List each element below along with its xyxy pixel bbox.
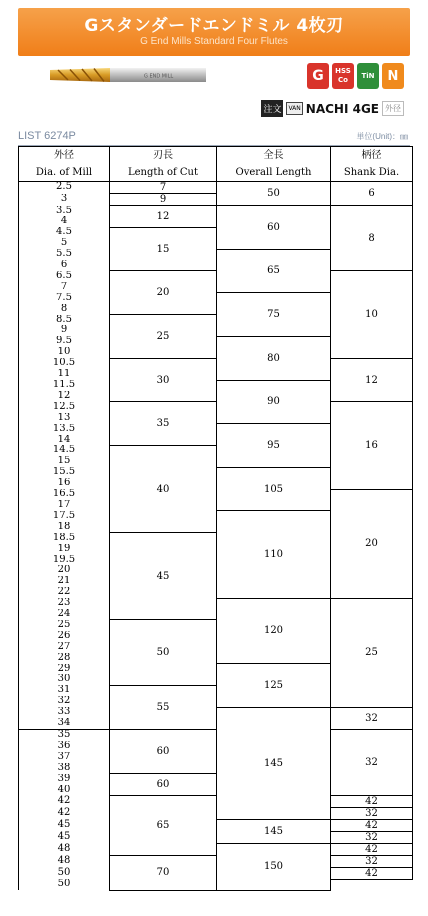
- dia-cell: 18: [19, 522, 110, 533]
- dia-cell: 6.5: [19, 271, 110, 282]
- header-dia-jp: 外径: [54, 150, 74, 161]
- header-length-of-cut: [110, 147, 217, 182]
- tool-engraving: G END MILL: [144, 73, 174, 80]
- dia-cell: 4.5: [19, 227, 110, 238]
- ol-cell: 125: [217, 664, 331, 708]
- loc-cell: 45: [110, 533, 217, 620]
- header-loc-en: Length of Cut: [127, 167, 199, 178]
- dia-cell: 37: [19, 752, 110, 763]
- sd-cell: 32: [331, 707, 413, 729]
- spec-table: [18, 146, 413, 891]
- ol-cell: 120: [217, 598, 331, 663]
- sd-cell: 32: [331, 831, 413, 843]
- dia-cell: 39: [19, 774, 110, 785]
- loc-cell: 9: [110, 194, 217, 206]
- dia-cell: 30: [19, 674, 110, 685]
- badge-hss-co-icon: HSS Co: [332, 63, 354, 89]
- dia-cell: 50: [19, 867, 110, 879]
- badge-g-icon: G: [307, 63, 329, 89]
- dia-cell: 33: [19, 707, 110, 718]
- title-bar: [18, 8, 410, 56]
- dia-cell: 11.5: [19, 380, 110, 391]
- dia-cell: 4: [19, 216, 110, 227]
- dia-cell: 23: [19, 598, 110, 609]
- dia-cell: 6: [19, 260, 110, 271]
- sd-cell: 32: [331, 855, 413, 867]
- header-sd-jp: 柄径: [361, 150, 382, 161]
- ol-cell: 65: [217, 249, 331, 293]
- dia-cell: 7: [19, 282, 110, 293]
- table-row: [19, 730, 413, 741]
- header-ol-en: Overall Length: [235, 167, 312, 178]
- dia-cell: 32: [19, 696, 110, 707]
- loc-cell: 55: [110, 685, 217, 729]
- dia-cell: 25: [19, 620, 110, 631]
- sd-cell: 6: [331, 182, 413, 206]
- sd-cell: 42: [331, 819, 413, 831]
- dia-cell: 19: [19, 544, 110, 555]
- dia-cell: 7.5: [19, 293, 110, 304]
- dia-cell: 21: [19, 576, 110, 587]
- brand-row: [261, 100, 404, 117]
- sd-cell: 42: [331, 843, 413, 855]
- ol-cell: 110: [217, 511, 331, 598]
- sd-cell: 42: [331, 867, 413, 879]
- loc-cell: 25: [110, 315, 217, 359]
- sd-cell: 32: [331, 730, 413, 796]
- header-sd-en: Shank Dia.: [343, 167, 400, 178]
- ol-cell: 75: [217, 293, 331, 337]
- dia-cell: 18.5: [19, 533, 110, 544]
- ol-cell: 150: [217, 843, 331, 890]
- dia-cell: 27: [19, 642, 110, 653]
- list-number: LIST 6274P: [18, 130, 76, 142]
- dia-cell: 5: [19, 238, 110, 249]
- dia-cell: 5.5: [19, 249, 110, 260]
- header-ol-jp: 全長: [263, 150, 284, 161]
- loc-cell: 20: [110, 271, 217, 315]
- table-row: [19, 795, 413, 807]
- unit-label: 単位(Unit)：㎜: [356, 132, 408, 141]
- table-row: [19, 402, 413, 413]
- sd-cell: 10: [331, 271, 413, 358]
- header-dia-en: Dia. of Mill: [35, 167, 93, 178]
- sd-cell: 42: [331, 795, 413, 807]
- dia-cell: 15: [19, 456, 110, 467]
- dia-cell: 3.5: [19, 206, 110, 217]
- table-row: [19, 271, 413, 282]
- dia-cell: 45: [19, 831, 110, 843]
- loc-cell: 60: [110, 774, 217, 796]
- dia-cell: 14.5: [19, 445, 110, 456]
- dia-cell: 20: [19, 565, 110, 576]
- sd-cell: 32: [331, 807, 413, 819]
- table-row: [19, 182, 413, 194]
- product-subtitle: G End Mills Standard Four Flutes: [140, 36, 288, 47]
- ol-cell: 80: [217, 336, 331, 380]
- dia-cell: 22: [19, 587, 110, 598]
- sd-cell: 20: [331, 489, 413, 598]
- loc-cell: 60: [110, 730, 217, 774]
- ol-cell: 90: [217, 380, 331, 424]
- dia-cell: 26: [19, 631, 110, 642]
- product-title: Gスタンダードエンドミル 4枚刃: [84, 16, 344, 36]
- outer-dia-tag: 外径: [382, 101, 404, 116]
- loc-cell: 30: [110, 358, 217, 402]
- loc-cell: 35: [110, 402, 217, 446]
- dia-cell: 42: [19, 807, 110, 819]
- sd-cell: 12: [331, 358, 413, 402]
- table-row: [19, 855, 413, 867]
- dia-cell: 36: [19, 741, 110, 752]
- dia-cell: 40: [19, 785, 110, 796]
- brand-name: NACHI 4GE: [305, 101, 379, 116]
- end-mill-image: [48, 66, 208, 84]
- dia-cell: 13.5: [19, 424, 110, 435]
- dia-cell: 3: [19, 194, 110, 206]
- loc-cell: 12: [110, 206, 217, 228]
- dia-cell: 42: [19, 795, 110, 807]
- dia-cell: 48: [19, 843, 110, 855]
- dia-cell: 28: [19, 653, 110, 664]
- dia-cell: 34: [19, 718, 110, 729]
- dia-cell: 8: [19, 304, 110, 315]
- loc-cell: 65: [110, 795, 217, 855]
- dia-cell: 16: [19, 478, 110, 489]
- dia-cell: 11: [19, 369, 110, 380]
- ol-cell: 50: [217, 182, 331, 206]
- loc-cell: 15: [110, 227, 217, 271]
- dia-cell: 10: [19, 347, 110, 358]
- dia-cell: 14: [19, 435, 110, 446]
- loc-cell: 70: [110, 855, 217, 890]
- dia-cell: 38: [19, 763, 110, 774]
- dia-cell: 31: [19, 685, 110, 696]
- dia-cell: 16.5: [19, 489, 110, 500]
- dia-cell: 2.5: [19, 182, 110, 194]
- dia-cell: 48: [19, 855, 110, 867]
- sd-cell: 8: [331, 206, 413, 271]
- dia-cell: 50: [19, 879, 110, 890]
- van-tag: VAN: [286, 102, 302, 115]
- sd-cell: 16: [331, 402, 413, 489]
- dia-cell: 29: [19, 664, 110, 675]
- ol-cell: 145: [217, 819, 331, 843]
- dia-cell: 9: [19, 325, 110, 336]
- dia-cell: 45: [19, 819, 110, 831]
- dia-cell: 24: [19, 609, 110, 620]
- header-shank-dia: [331, 147, 413, 182]
- feature-badges: [307, 63, 404, 91]
- header-overall-length: [217, 147, 331, 182]
- header-loc-jp: 刃長: [153, 150, 173, 161]
- ol-cell: 145: [217, 707, 331, 819]
- dia-cell: 8.5: [19, 315, 110, 326]
- dia-cell: 17: [19, 500, 110, 511]
- loc-cell: 50: [110, 620, 217, 685]
- ol-cell: 60: [217, 206, 331, 250]
- ol-cell: 105: [217, 467, 331, 511]
- ol-cell: 95: [217, 424, 331, 468]
- loc-cell: 7: [110, 182, 217, 194]
- table-row: [19, 206, 413, 217]
- dia-cell: 12.5: [19, 402, 110, 413]
- loc-cell: 40: [110, 445, 217, 532]
- sd-cell: 25: [331, 598, 413, 707]
- dia-cell: 12: [19, 391, 110, 402]
- dia-cell: 17.5: [19, 511, 110, 522]
- dia-cell: 13: [19, 413, 110, 424]
- dia-cell: 9.5: [19, 336, 110, 347]
- badge-n-icon: N: [382, 63, 404, 89]
- table-row: [19, 358, 413, 369]
- badge-tin-coating-icon: TiN: [357, 63, 379, 89]
- dia-cell: 10.5: [19, 358, 110, 369]
- header-dia: [19, 147, 110, 182]
- dia-cell: 35: [19, 730, 110, 741]
- dia-cell: 19.5: [19, 555, 110, 566]
- product-banner: [18, 0, 410, 125]
- dia-cell: 15.5: [19, 467, 110, 478]
- order-tag: 注文: [261, 100, 283, 117]
